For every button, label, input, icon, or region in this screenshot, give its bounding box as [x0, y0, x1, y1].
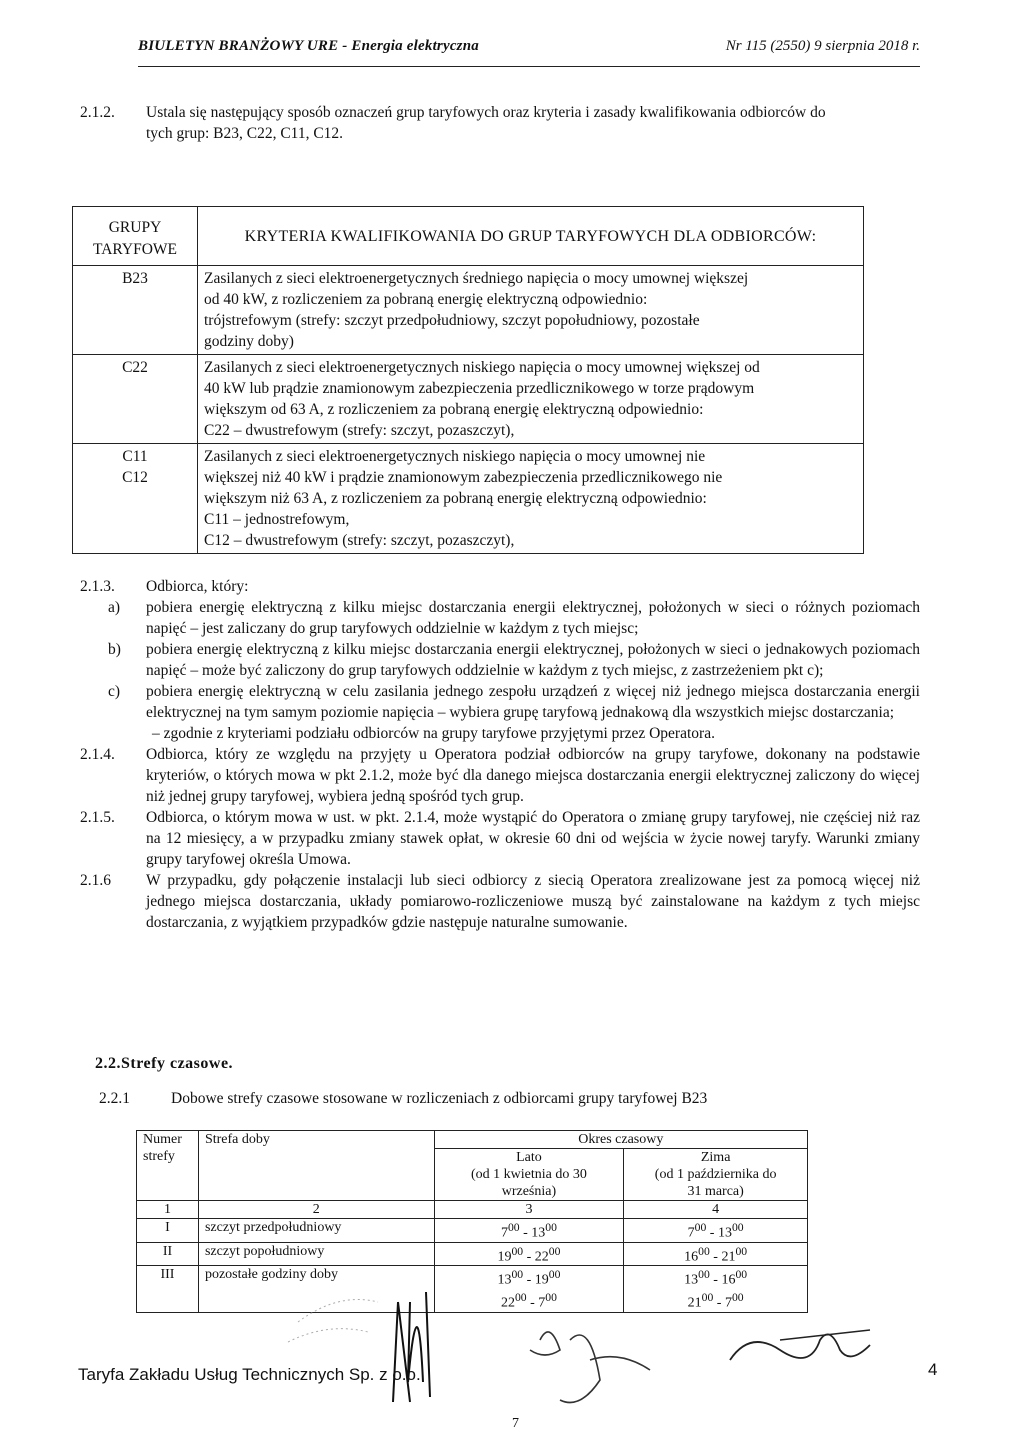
- zone-name: szczyt przedpołudniowy: [198, 1219, 434, 1243]
- section-2-1-4: [80, 744, 920, 807]
- section-heading-2-2: 2.2.Strefy czasowe.: [95, 1055, 234, 1072]
- section-2-1-2: [80, 102, 940, 144]
- criteria-cell: Zasilanych z sieci elektroenergetycznych niskiego napięcia o mocy umownej nie większej niż 40 kW i prądzie znamionowym zabezpieczenia przedlicznikowego nie większym niż 63 A, z rozliczeniem za pobraną energię elektryczną odpowiednio: C11 – jednostrefowym, C12 – dwustrefowym (strefy: szczyt, pozaszczyt),: [198, 444, 864, 554]
- list-item-a: [80, 597, 920, 639]
- bulletin-title: BIULETYN BRANŻOWY URE - Energia elektryczna: [138, 38, 479, 54]
- winter-hours: $16^{00} - 21^{00}$: [624, 1242, 808, 1266]
- zone-number: I: [137, 1219, 199, 1243]
- summer-hours: $13^{00} - 19^{00}$ $22^{00} - 7^{00}$: [434, 1266, 624, 1312]
- section-tail: [80, 723, 920, 744]
- group-cell: B23: [73, 266, 198, 355]
- section-number: 2.1.6: [80, 872, 111, 889]
- zone-number-header: Numer strefy: [137, 1131, 199, 1201]
- stamp-mark: [258, 1262, 498, 1412]
- bulletin-issue: Nr 115 (2550) 9 sierpnia 2018 r.: [725, 38, 920, 54]
- section-2-1-3: [80, 576, 920, 597]
- section-text: Dobowe strefy czasowe stosowane w rozliczeniach z odbiorcami grupy taryfowej B23: [171, 1090, 708, 1107]
- section-text: W przypadku, gdy połączenie instalacji lub sieci odbiorcy z siecią Operatora zrealizowane jest za pomocą więcej niż jednego miejsca dostarczania, układy pomiarowo-rozliczeniowe muszą być zainstalowane na każdym z tych miejsc dostarczania, z wyjątkiem przypadków gdzie następuje naturalne sumowanie.: [146, 872, 920, 931]
- item-text: – zgodnie z kryteriami podziału odbiorców na grupy taryfowe przyjętymi przez Operatora.: [152, 725, 715, 742]
- criteria-cell: Zasilanych z sieci elektroenergetycznych niskiego napięcia o mocy umownej większej od 40 kW lub prądzie znamionowym zabezpieczenia przedlicznikowego w torze prądowym większym od 63 A, z rozliczeniem za pobraną energię elektryczną odpowiednio: C22 – dwustrefowym (strefy: szczyt, pozaszczyt),: [198, 355, 864, 444]
- column-number: 3: [434, 1201, 624, 1219]
- zone-number: III: [137, 1266, 199, 1312]
- groups-header: GRUPY TARYFOWE: [73, 207, 198, 266]
- section-number: 2.2.1: [99, 1090, 130, 1107]
- zone-number: II: [137, 1242, 199, 1266]
- item-label: b): [108, 641, 121, 658]
- item-label: a): [108, 599, 121, 616]
- column-number: 2: [198, 1201, 434, 1219]
- zone-name: szczyt popołudniowy: [198, 1242, 434, 1266]
- summer-hours: $7^{00} - 13^{00}$: [434, 1219, 624, 1243]
- header-rule: [138, 66, 920, 67]
- section-text: Odbiorca, który ze względu na przyjęty u Operatora podział odbiorców na grupy taryfowe, dokonany na podstawie kryteriów, o których mowa w pkt 2.1.2, może być dla danego miejsca dostarczania energii elektrycznej zaliczony do więcej niż jednej grupy taryfowej, wybiera jedną spośród tych grup.: [146, 746, 920, 805]
- item-text: pobiera energię elektryczną w celu zasilania jednego zespołu urządzeń z więcej niż jednego miejsca dostarczania energii elektrycznej na tym samym poziomie napięcia – wybiera grupę taryfową jednakową dla wszystkich miejsc dostarczania;: [146, 683, 920, 721]
- page-number: 4: [928, 1360, 938, 1379]
- section-intro: Odbiorca, który:: [146, 578, 249, 595]
- table-header-row: [137, 1131, 808, 1149]
- tariff-groups-table: [72, 206, 864, 554]
- winter-hours: $13^{00} - 16^{00}$ $21^{00} - 7^{00}$: [624, 1266, 808, 1312]
- table-header-row: [73, 207, 864, 266]
- criteria-cell: Zasilanych z sieci elektroenergetycznych średniego napięcia o mocy umownej większej od 40 kW, z rozliczeniem za pobraną energię elektryczną odpowiednio: trójstrefowym (strefy: szczyt przedpołudniowy, szczyt popołudniowy, pozostałe godziny doby): [198, 266, 864, 355]
- section-2-1-5: [80, 807, 920, 870]
- zone-name-header: Strefa doby: [198, 1131, 434, 1201]
- section-text: Odbiorca, o którym mowa w ust. w pkt. 2.1.4, może wystąpić do Operatora o zmianę grupy taryfowej, nie częściej niż raz na 12 miesięcy, a w przypadku zmiany stawek opłat, w okresie 60 dni od wejścia w życie nowej taryfy. Warunki zmiany grupy taryfowej określa Umowa.: [146, 809, 920, 868]
- summer-header: Lato (od 1 kwietnia do 30 września): [434, 1149, 624, 1201]
- signature-mark: [720, 1320, 890, 1380]
- summer-hours: $19^{00} - 22^{00}$: [434, 1242, 624, 1266]
- section-number: 2.1.5.: [80, 809, 115, 826]
- group-cell: C11 C12: [73, 444, 198, 554]
- item-text: pobiera energię elektryczną z kilku miejsc dostarczania energii elektrycznej, położonych w sieci o różnych poziomach napięć – jest zaliczany do grup taryfowych oddzielnie w każdym z tych miejsc;: [146, 599, 920, 637]
- footer-mark: 7: [512, 1416, 519, 1431]
- table-row: [73, 355, 864, 444]
- section-number: 2.1.4.: [80, 746, 115, 763]
- section-2-1-6: [80, 870, 920, 933]
- signature-mark: [500, 1300, 670, 1420]
- column-number: 4: [624, 1201, 808, 1219]
- paragraph-line: tych grup: B23, C22, C11, C12.: [146, 125, 344, 142]
- zone-name: pozostałe godziny doby: [198, 1266, 434, 1312]
- item-label: c): [108, 683, 121, 700]
- winter-hours: $7^{00} - 13^{00}$: [624, 1219, 808, 1243]
- bulletin-header: [138, 32, 920, 62]
- group-cell: C22: [73, 355, 198, 444]
- section-number: 2.1.3.: [80, 578, 115, 595]
- footer-company: Taryfa Zakładu Usług Technicznych Sp. z o.o.: [78, 1365, 421, 1384]
- section-2-2-1: [99, 1090, 707, 1108]
- criteria-header: KRYTERIA KWALIFIKOWANIA DO GRUP TARYFOWYCH DLA ODBIORCÓW:: [198, 207, 864, 266]
- paragraph-line: Ustala się następujący sposób oznaczeń grup taryfowych oraz kryteria i zasady kwalifikowania odbiorców do: [146, 104, 826, 121]
- list-item-b: [80, 639, 920, 681]
- table-row: [73, 266, 864, 355]
- column-numbers-row: [137, 1201, 808, 1219]
- period-header: Okres czasowy: [434, 1131, 807, 1149]
- item-text: pobiera energię elektryczną z kilku miejsc dostarczania energii elektrycznej, położonych w sieci o jednakowych poziomach napięć – może być zaliczony do grup taryfowych oddzielnie w każdym z tych miejsc, z zastrzeżeniem pkt c);: [146, 641, 920, 679]
- table-row: [73, 444, 864, 554]
- winter-header: Zima (od 1 października do 31 marca): [624, 1149, 808, 1201]
- column-number: 1: [137, 1201, 199, 1219]
- section-number: 2.1.2.: [80, 104, 115, 121]
- sections-list: [80, 576, 920, 933]
- table-row: [137, 1219, 808, 1243]
- list-item-c: [80, 681, 920, 723]
